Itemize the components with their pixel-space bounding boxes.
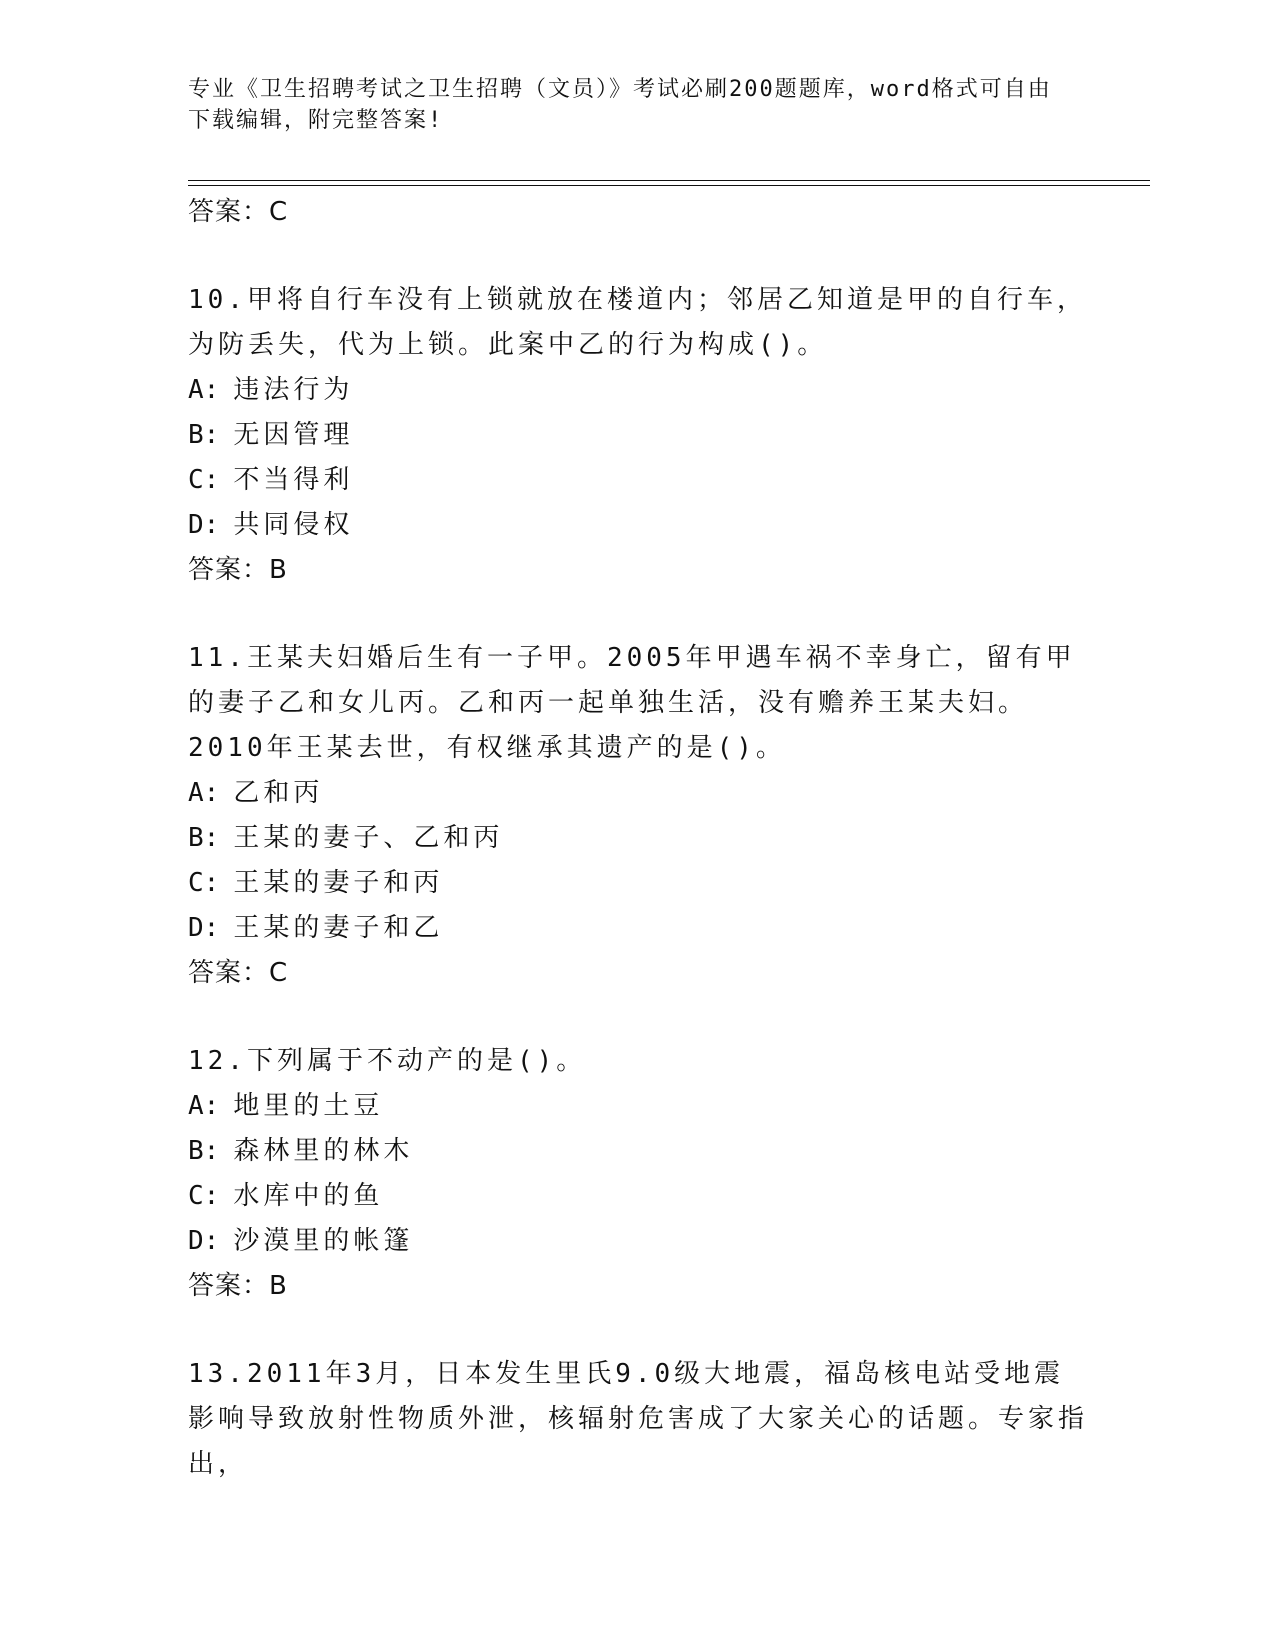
answer-line: 答案：C [188,958,289,988]
option-letter: A [188,1091,204,1121]
question-block [188,278,1088,592]
option-text: 地里的土豆 [233,1091,384,1121]
option-separator: : [203,913,220,943]
answer-line: 答案：B [188,555,288,585]
option-letter: A [188,778,204,808]
question-stem: 10.甲将自行车没有上锁就放在楼道内；邻居乙知道是甲的自行车，为防丢失，代为上锁。此案中乙的行为构成()。 [188,285,1087,360]
option-separator: : [203,778,220,808]
question-stem: 11.王某夫妇婚后生有一子甲。2005年甲遇车祸不幸身亡，留有甲的妻子乙和女儿丙。乙和丙一起单独生活，没有赡养王某夫妇。2010年王某去世，有权继承其遗产的是()。 [188,643,1076,763]
answer-line: 答案：B [188,1271,288,1301]
option-text: 不当得利 [233,465,354,495]
option-separator: : [203,1226,220,1256]
option-separator: : [203,1181,220,1211]
answer-option [188,1174,1088,1219]
option-separator: : [203,375,220,405]
option-text: 违法行为 [233,375,354,405]
option-letter: D [188,1226,204,1256]
question-block [188,636,1088,995]
option-letter: B [188,420,204,450]
answer-option [188,458,1088,503]
option-text: 王某的妻子和丙 [233,868,444,898]
option-letter: A [188,375,204,405]
option-letter: D [188,913,204,943]
option-separator: : [203,465,220,495]
question-list [188,278,1088,1487]
option-letter: B [188,1136,204,1166]
option-letter: C [188,1181,204,1211]
option-separator: : [203,420,220,450]
option-letter: C [188,868,204,898]
question-stem: 12.下列属于不动产的是()。 [188,1046,587,1076]
header-rule-bottom [188,185,1150,186]
option-text: 王某的妻子、乙和丙 [233,823,504,853]
answer-option [188,1084,1088,1129]
answer-option [188,816,1088,861]
option-letter: C [188,465,204,495]
option-separator: : [203,510,220,540]
option-text: 水库中的鱼 [233,1181,384,1211]
header-rule-top [188,180,1150,181]
question-block [188,1039,1088,1308]
question-block [188,1352,1088,1487]
option-text: 乙和丙 [233,778,324,808]
answer-option [188,906,1088,951]
answer-option [188,503,1088,548]
option-letter: D [188,510,204,540]
option-separator: : [203,1136,220,1166]
answer-option [188,771,1088,816]
answer-line: 答案：C [188,197,289,227]
option-separator: : [203,823,220,853]
question-stem: 13.2011年3月，日本发生里氏9.0级大地震，福岛核电站受地震影响导致放射性物质外泄，核辐射危害成了大家关心的话题。专家指出， [188,1359,1089,1479]
option-letter: B [188,823,204,853]
document-header: 专业《卫生招聘考试之卫生招聘（文员）》考试必刷200题题库，word格式可自由下载编辑，附完整答案! [188,77,1052,133]
option-text: 森林里的林木 [233,1136,414,1166]
answer-option [188,1129,1088,1174]
option-separator: : [203,1091,220,1121]
answer-option [188,413,1088,458]
option-text: 共同侵权 [233,510,354,540]
answer-option [188,368,1088,413]
answer-option [188,1219,1088,1264]
option-text: 无因管理 [233,420,354,450]
option-text: 沙漠里的帐篷 [233,1226,414,1256]
option-separator: : [203,868,220,898]
option-text: 王某的妻子和乙 [233,913,444,943]
answer-option [188,861,1088,906]
document-body [188,190,1088,1487]
